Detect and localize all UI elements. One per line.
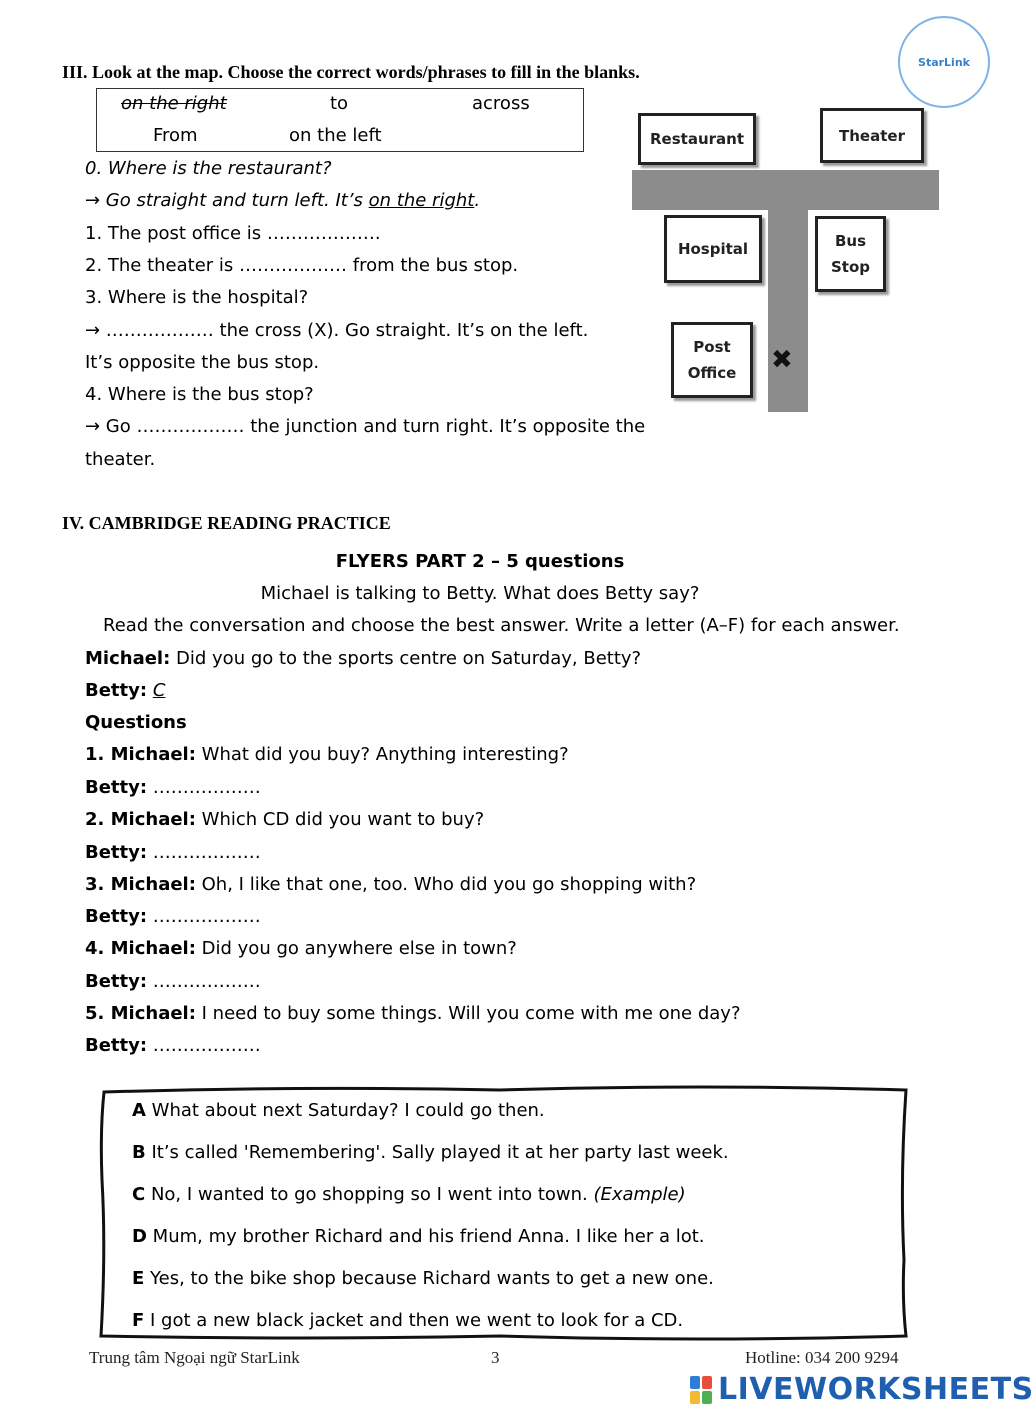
question-4-answer-cont: theater. [85, 449, 156, 470]
reading-question-5: 5. Michael: I need to buy some things. Will you come with me one day? [85, 1003, 741, 1024]
reading-answer-3[interactable]: Betty: ……………… [85, 906, 261, 927]
footer-hotline: Hotline: 034 200 9294 [745, 1348, 899, 1367]
vertical-road [768, 170, 808, 412]
reading-question-1: 1. Michael: What did you buy? Anything interesting? [85, 744, 569, 765]
restaurant-building: Restaurant [638, 113, 756, 165]
post-office-building: Post Office [671, 322, 753, 398]
flyers-instruction: Read the conversation and choose the best answer. Write a letter (A–F) for each answer. [103, 615, 900, 636]
reading-answer-1[interactable]: Betty: ……………… [85, 777, 261, 798]
liveworksheets-brand[interactable] [690, 1372, 1034, 1407]
bus-stop-building: Bus Stop [815, 216, 886, 292]
example-michael-line: Michael: Did you go to the sports centre on Saturday, Betty? [85, 648, 642, 669]
starlink-logo [898, 16, 990, 108]
reading-question-3: 3. Michael: Oh, I like that one, too. Who did you go shopping with? [85, 874, 697, 895]
option-d: D Mum, my brother Richard and his friend Anna. I like her a lot. [132, 1226, 705, 1247]
theater-building: Theater [820, 108, 924, 163]
question-1: 1. The post office is ………………. [85, 223, 381, 244]
question-3-answer: → ……………… the cross (X). Go straight. It’s on the left. [85, 320, 589, 341]
flyers-subtitle: Michael is talking to Betty. What does Betty say? [260, 583, 700, 604]
example-betty-line: Betty: C [85, 680, 166, 701]
option-c: C No, I wanted to go shopping so I went into town. (Example) [132, 1184, 686, 1205]
option-f: F I got a new black jacket and then we went to look for a CD. [132, 1310, 684, 1331]
reading-answer-5[interactable]: Betty: ……………… [85, 1035, 261, 1056]
page-number: 3 [491, 1348, 500, 1367]
section4-heading: IV. CAMBRIDGE READING PRACTICE [62, 513, 391, 533]
example-answer-letter: C [152, 680, 166, 701]
question-3-answer-cont: It’s opposite the bus stop. [85, 352, 320, 373]
option-e: E Yes, to the bike shop because Richard wants to get a new one. [132, 1268, 714, 1289]
example-answer-fill: on the right [368, 190, 475, 211]
question-3: 3. Where is the hospital? [85, 287, 309, 308]
word-box [96, 88, 584, 152]
word-across: across [472, 93, 530, 114]
word-on-the-left: on the left [289, 125, 382, 146]
reading-question-4: 4. Michael: Did you go anywhere else in town? [85, 938, 517, 959]
reading-question-2: 2. Michael: Which CD did you want to buy? [85, 809, 485, 830]
example-answer: → Go straight and turn left. It’s on the right. [85, 190, 481, 211]
option-b: B It’s called 'Remembering'. Sally played it at her party last week. [132, 1142, 729, 1163]
liveworksheets-icon [690, 1376, 712, 1404]
word-on-the-right: on the right [121, 93, 227, 114]
section3-heading: III. Look at the map. Choose the correct words/phrases to fill in the blanks. [62, 62, 640, 82]
hospital-building: Hospital [664, 215, 762, 283]
reading-answer-2[interactable]: Betty: ……………… [85, 842, 261, 863]
question-2: 2. The theater is ……………… from the bus stop. [85, 255, 519, 276]
footer-center-name: Trung tâm Ngoại ngữ StarLink [89, 1348, 300, 1367]
example-question: 0. Where is the restaurant? [85, 158, 332, 179]
reading-answer-4[interactable]: Betty: ……………… [85, 971, 261, 992]
flyers-title: FLYERS PART 2 – 5 questions [335, 551, 625, 572]
cross-marker-icon: ✖ [771, 345, 793, 375]
word-from: From [153, 125, 198, 146]
word-to: to [330, 93, 349, 114]
question-4: 4. Where is the bus stop? [85, 384, 314, 405]
question-4-answer: → Go ……………… the junction and turn right. It’s opposite the [85, 416, 646, 437]
logo-text: StarLink [918, 55, 970, 69]
questions-label: Questions [85, 712, 187, 733]
option-a: A What about next Saturday? I could go then. [132, 1100, 545, 1121]
liveworksheets-text: LIVEWORKSHEETS [718, 1372, 1034, 1407]
